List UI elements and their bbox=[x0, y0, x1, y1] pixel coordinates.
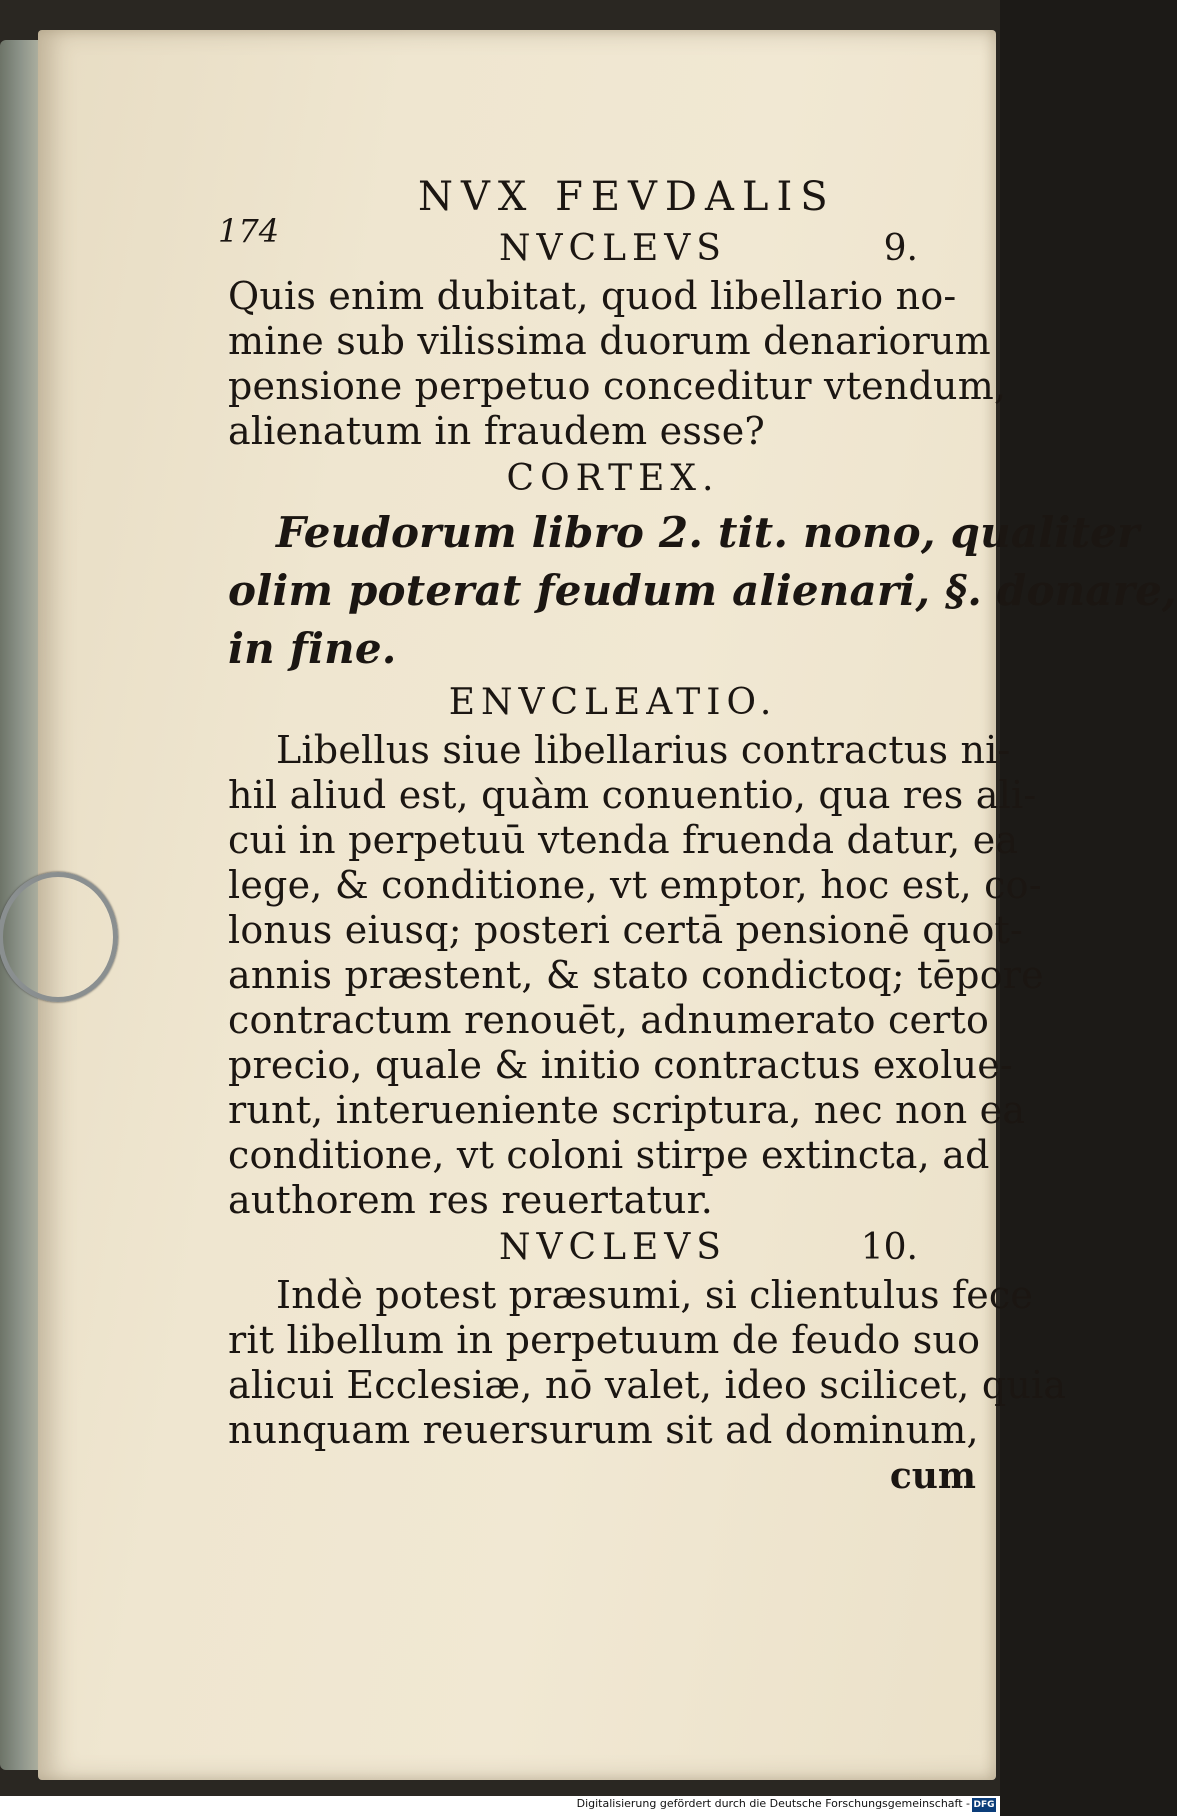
text-line: contractum renouēt, adnumerato certo bbox=[228, 998, 990, 1042]
heading-text: ENVCLEATIO. bbox=[448, 682, 778, 723]
text-line: olim poterat feudum alienari, §. donare, bbox=[228, 566, 1177, 615]
digitization-credit: Digitalisierung gefördert durch die Deutsche Forschungsgemeinschaft - bbox=[576, 1797, 970, 1810]
catchword: cum bbox=[889, 1455, 976, 1497]
text-line: Quis enim dubitat, quod libellario no- bbox=[228, 274, 957, 318]
text-line: runt, interueniente scriptura, nec non ea bbox=[228, 1088, 1026, 1132]
heading-text: NVCLEVS bbox=[499, 1227, 727, 1268]
text-line: authorem res reuertatur. bbox=[228, 1178, 714, 1222]
heading-number: 10. bbox=[860, 1227, 918, 1268]
section-heading-nucleus-9 bbox=[228, 224, 998, 274]
section-heading-nucleus-10 bbox=[228, 1223, 998, 1273]
section-heading-enucleatio bbox=[228, 678, 998, 728]
text-line: precio, quale & initio contractus exolue- bbox=[228, 1043, 1013, 1087]
text-line: hil aliud est, quàm conuentio, qua res ali- bbox=[228, 773, 1037, 817]
text-line: alienatum in fraudem esse? bbox=[228, 409, 765, 453]
text-line: alicui Ecclesiæ, nō valet, ideo scilicet, quia bbox=[228, 1363, 1067, 1407]
text-line: Indè potest præsumi, si clientulus fece bbox=[276, 1273, 1034, 1317]
text-line: lege, & conditione, vt emptor, hoc est, co- bbox=[228, 863, 1042, 907]
text-line: pensione perpetuo conceditur vtendum, bbox=[228, 364, 1007, 408]
page-text bbox=[218, 168, 1177, 1499]
heading-text: NVCLEVS bbox=[499, 228, 727, 269]
text-line: rit libellum in perpetuum de feudo suo bbox=[228, 1318, 981, 1362]
heading-text: CORTEX. bbox=[506, 458, 720, 499]
text-line: cui in perpetuū vtenda fruenda datur, ea bbox=[228, 818, 1019, 862]
text-line: lonus eiusq; posteri certā pensionē quot- bbox=[228, 908, 1024, 952]
section-heading-cortex bbox=[228, 454, 998, 504]
binding-ring bbox=[0, 872, 118, 1002]
text-line: conditione, vt coloni stirpe extincta, ad bbox=[228, 1133, 990, 1177]
page-number: 174 bbox=[218, 212, 280, 250]
text-line: Feudorum libro 2. tit. nono, qualiter bbox=[276, 508, 1140, 557]
dfg-logo: DFG bbox=[973, 1800, 995, 1810]
text-line: mine sub vilissima duorum denariorum bbox=[228, 319, 991, 363]
text-line: annis præstent, & stato condictoq; tēpore bbox=[228, 953, 1044, 997]
text-line: nunquam reuersurum sit ad dominum, bbox=[228, 1408, 979, 1452]
running-title: NVX FEVDALIS bbox=[418, 174, 836, 220]
text-line: Libellus siue libellarius contractus ni- bbox=[276, 728, 1011, 772]
heading-number: 9. bbox=[883, 228, 918, 269]
text-line: in fine. bbox=[228, 624, 397, 673]
